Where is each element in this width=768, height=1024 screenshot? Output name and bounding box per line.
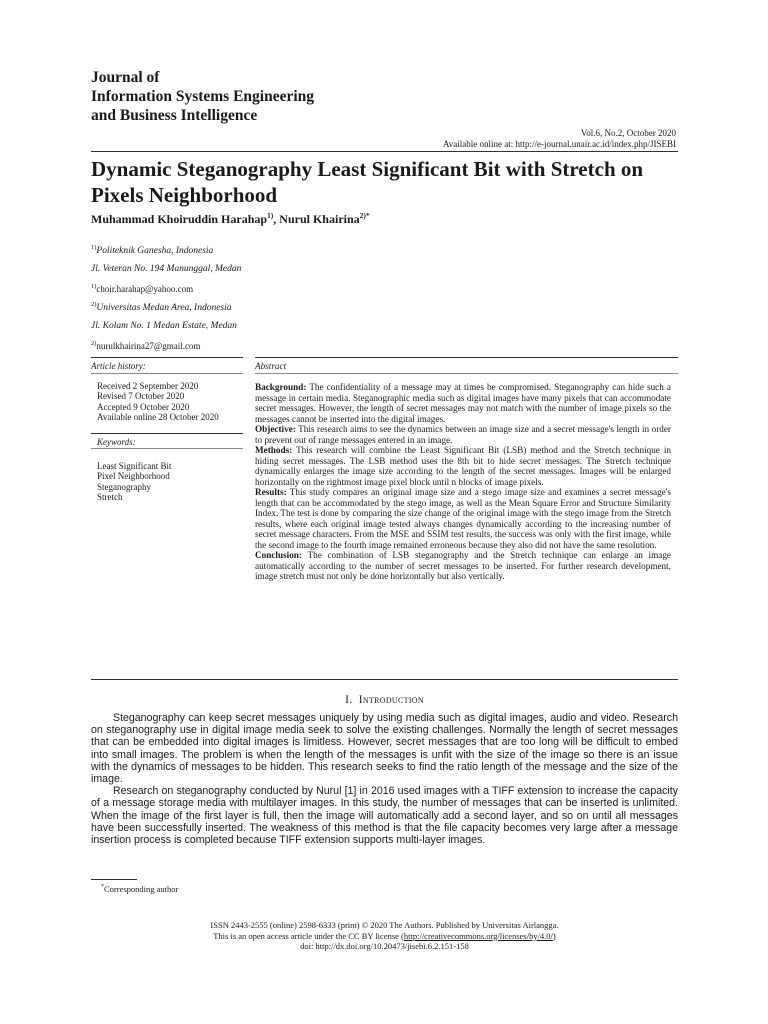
affiliation-1 xyxy=(91,239,241,298)
section-number: I. xyxy=(345,694,353,706)
keyword: Steganography xyxy=(97,481,151,492)
introduction-body xyxy=(91,712,678,846)
abstract-results xyxy=(255,487,671,550)
journal-name-line2: Information Systems Engineering xyxy=(91,88,315,105)
footnote-rule xyxy=(91,879,137,880)
author-list xyxy=(91,211,370,227)
footer-doi[interactable]: doi: http://dx.doi.org/10.20473/jisebi.6.2.151-158 xyxy=(300,941,469,951)
author-superscript: 2)* xyxy=(359,211,370,220)
revised-date: Revised 7 October 2020 xyxy=(97,391,185,402)
abstract-methods-text: This research will combine the Least Significant Bit (LSB) method and the Stretch technique in hiding secret messages. The LSB method uses the 8th bit to hide secret messages. The Stretch technique dynamically enlarges the image size according to the length of the secret messages. Images will be enlarged horizontally on the rightmost image pixel block until n blocks of image pixels. xyxy=(255,445,671,487)
affiliation-marker: 1) xyxy=(91,244,97,251)
online-date: Available online 28 October 2020 xyxy=(97,411,219,422)
author-email[interactable]: choir.harahap@yahoo.com xyxy=(96,284,194,295)
affiliation-marker: 2) xyxy=(91,301,97,308)
page-footer xyxy=(91,920,678,952)
author-name: Muhammad Khoiruddin Harahap xyxy=(91,212,268,226)
abstract-top-rule xyxy=(255,357,678,358)
footer-license-text: This is an open access article under the CC BY license ( xyxy=(213,930,404,941)
keywords-label-rule xyxy=(91,448,243,449)
affiliation-address: Jl. Kolam No. 1 Medan Estate, Medan xyxy=(91,321,237,332)
article-history-label: Article history: xyxy=(91,361,146,371)
section-title: Introduction xyxy=(358,694,424,706)
keyword: Stretch xyxy=(97,491,123,502)
license-link[interactable]: http://creativecommons.org/licenses/by/4.0/ xyxy=(403,930,553,941)
author-name: Nurul Khairina xyxy=(279,212,360,226)
abstract-objective-text: This research aims to see the dynamics between an image size and a secret message's length in order to prevent out of range messages entered in an image. xyxy=(255,424,671,445)
abstract-conclusion xyxy=(255,550,671,582)
footer-issn: ISSN 2443-2555 (online) 2598-6333 (print) © 2020 The Authors. Published by Universitas Airlangga. xyxy=(210,920,559,930)
author-superscript: 1) xyxy=(267,211,274,220)
accepted-date: Accepted 9 October 2020 xyxy=(97,401,190,412)
affiliation-marker: 1) xyxy=(91,283,97,291)
footnote xyxy=(101,884,178,894)
abstract-label-rule xyxy=(255,373,678,374)
abstract-background xyxy=(255,382,671,424)
footnote-text: Corresponding author xyxy=(104,884,179,894)
volume-issue: Vol.6, No.2, October 2020 xyxy=(580,128,676,138)
abstract-objective xyxy=(255,424,671,445)
body-paragraph: Steganography can keep secret messages uniquely by using media such as digital images, audio and video. Research on steganography use in digital image media seek to solve the existing challenges. Normally the length of secret messages that can be embedded into digital images is limitless. However, secret messages that are too long will be difficult to embed into small images. The problem is when the length of the messages is unfit with the size of the image so there is an issue with the dynamics of messages to be hidden. This research seeks to find the ratio length of the message and the size of the image. xyxy=(91,712,678,786)
abstract-objective-label: Objective: xyxy=(255,424,296,434)
paper-title: Dynamic Steganography Least Significant Bit with Stretch on Pixels Neighborhood xyxy=(91,157,644,207)
author-email[interactable]: nurulkhairina27@gmail.com xyxy=(96,341,201,352)
abstract-methods xyxy=(255,445,671,487)
history-label-rule xyxy=(91,373,243,374)
affiliation-institution: Politeknik Ganesha, Indonesia xyxy=(96,246,214,257)
affiliation-marker: 2) xyxy=(91,340,97,348)
journal-name-line3: and Business Intelligence xyxy=(91,107,258,124)
footer-license xyxy=(91,931,678,942)
abstract-results-label: Results: xyxy=(255,487,287,497)
abstract-conclusion-label: Conclusion: xyxy=(255,550,302,560)
footnote-marker: * xyxy=(101,884,104,891)
keywords-label: Keywords: xyxy=(97,437,136,447)
abstract-body xyxy=(255,382,671,582)
footer-license-close: ) xyxy=(552,930,556,941)
online-availability: Available online at: http://e-journal.unair.ac.id/index.php/JISEBI xyxy=(442,138,676,149)
abstract-bottom-rule xyxy=(91,679,678,680)
abstract-conclusion-text: The combination of LSB steganography and the Stretch technique can enlarge an image automatically according to the number of secret messages to be inserted. For further research development, image stretch must not only be done horizontally but also vertically. xyxy=(255,550,671,581)
keywords-top-rule xyxy=(91,433,243,434)
abstract-label: Abstract xyxy=(255,361,287,371)
abstract-results-text: This study compares an original image size and a stego image size and examines a secret message's length that can be accommodated by the stego image, as well as the Mean Square Error and Structure Similarity Index. The test is done by comparing the size change of the original image with the stego image from the Stretch results, where each original image tested always changes dynamically according to the increasing number of secret message characters. From the MSE and SSIM test results, the success was only with the first image, while the second image to the fourth image remained erroneous because they also did not have the same resolution. xyxy=(255,487,671,550)
section-heading xyxy=(91,694,678,706)
body-paragraph: Research on steganography conducted by Nurul [1] in 2016 used images with a TIFF extension to increase the capacity of a message storage media with multilayer images. In this study, the number of messages that can be inserted is unlimited. When the image of the first layer is full, then the image will automatically add a second layer, and so on until all messages have been successfully inserted. The weakness of this method is that the file capacity becomes very large after a message insertion process is completed because TIFF extension supports multi-layer images. xyxy=(91,785,678,847)
keyword: Pixel Neighborhood xyxy=(97,471,170,482)
abstract-background-text: The confidentiality of a message may at times be compromised. Steganography can hide such a message in certain media. Steganographic media such as digital images have many pixels that can accommodate secret messages. However, the length of secret messages may not match with the number of image pixels so the messages cannot be inserted into the digital images. xyxy=(255,382,671,424)
journal-name-line1: Journal of xyxy=(91,69,160,86)
volume-info xyxy=(443,128,676,149)
header-divider xyxy=(91,151,678,152)
received-date: Received 2 September 2020 xyxy=(97,381,199,391)
article-history xyxy=(97,381,249,422)
keyword: Least Significant Bit xyxy=(97,461,172,471)
affiliation-institution: Universitas Medan Area, Indonesia xyxy=(96,303,232,314)
history-top-rule xyxy=(91,357,243,358)
affiliation-address: Jl. Veteran No. 194 Manunggal, Medan xyxy=(91,264,242,275)
keyword-list xyxy=(97,461,249,502)
journal-name xyxy=(91,68,314,125)
abstract-background-label: Background: xyxy=(255,382,307,392)
abstract-methods-label: Methods: xyxy=(255,445,293,455)
author-separator: , xyxy=(273,212,280,226)
affiliation-2 xyxy=(91,296,237,355)
